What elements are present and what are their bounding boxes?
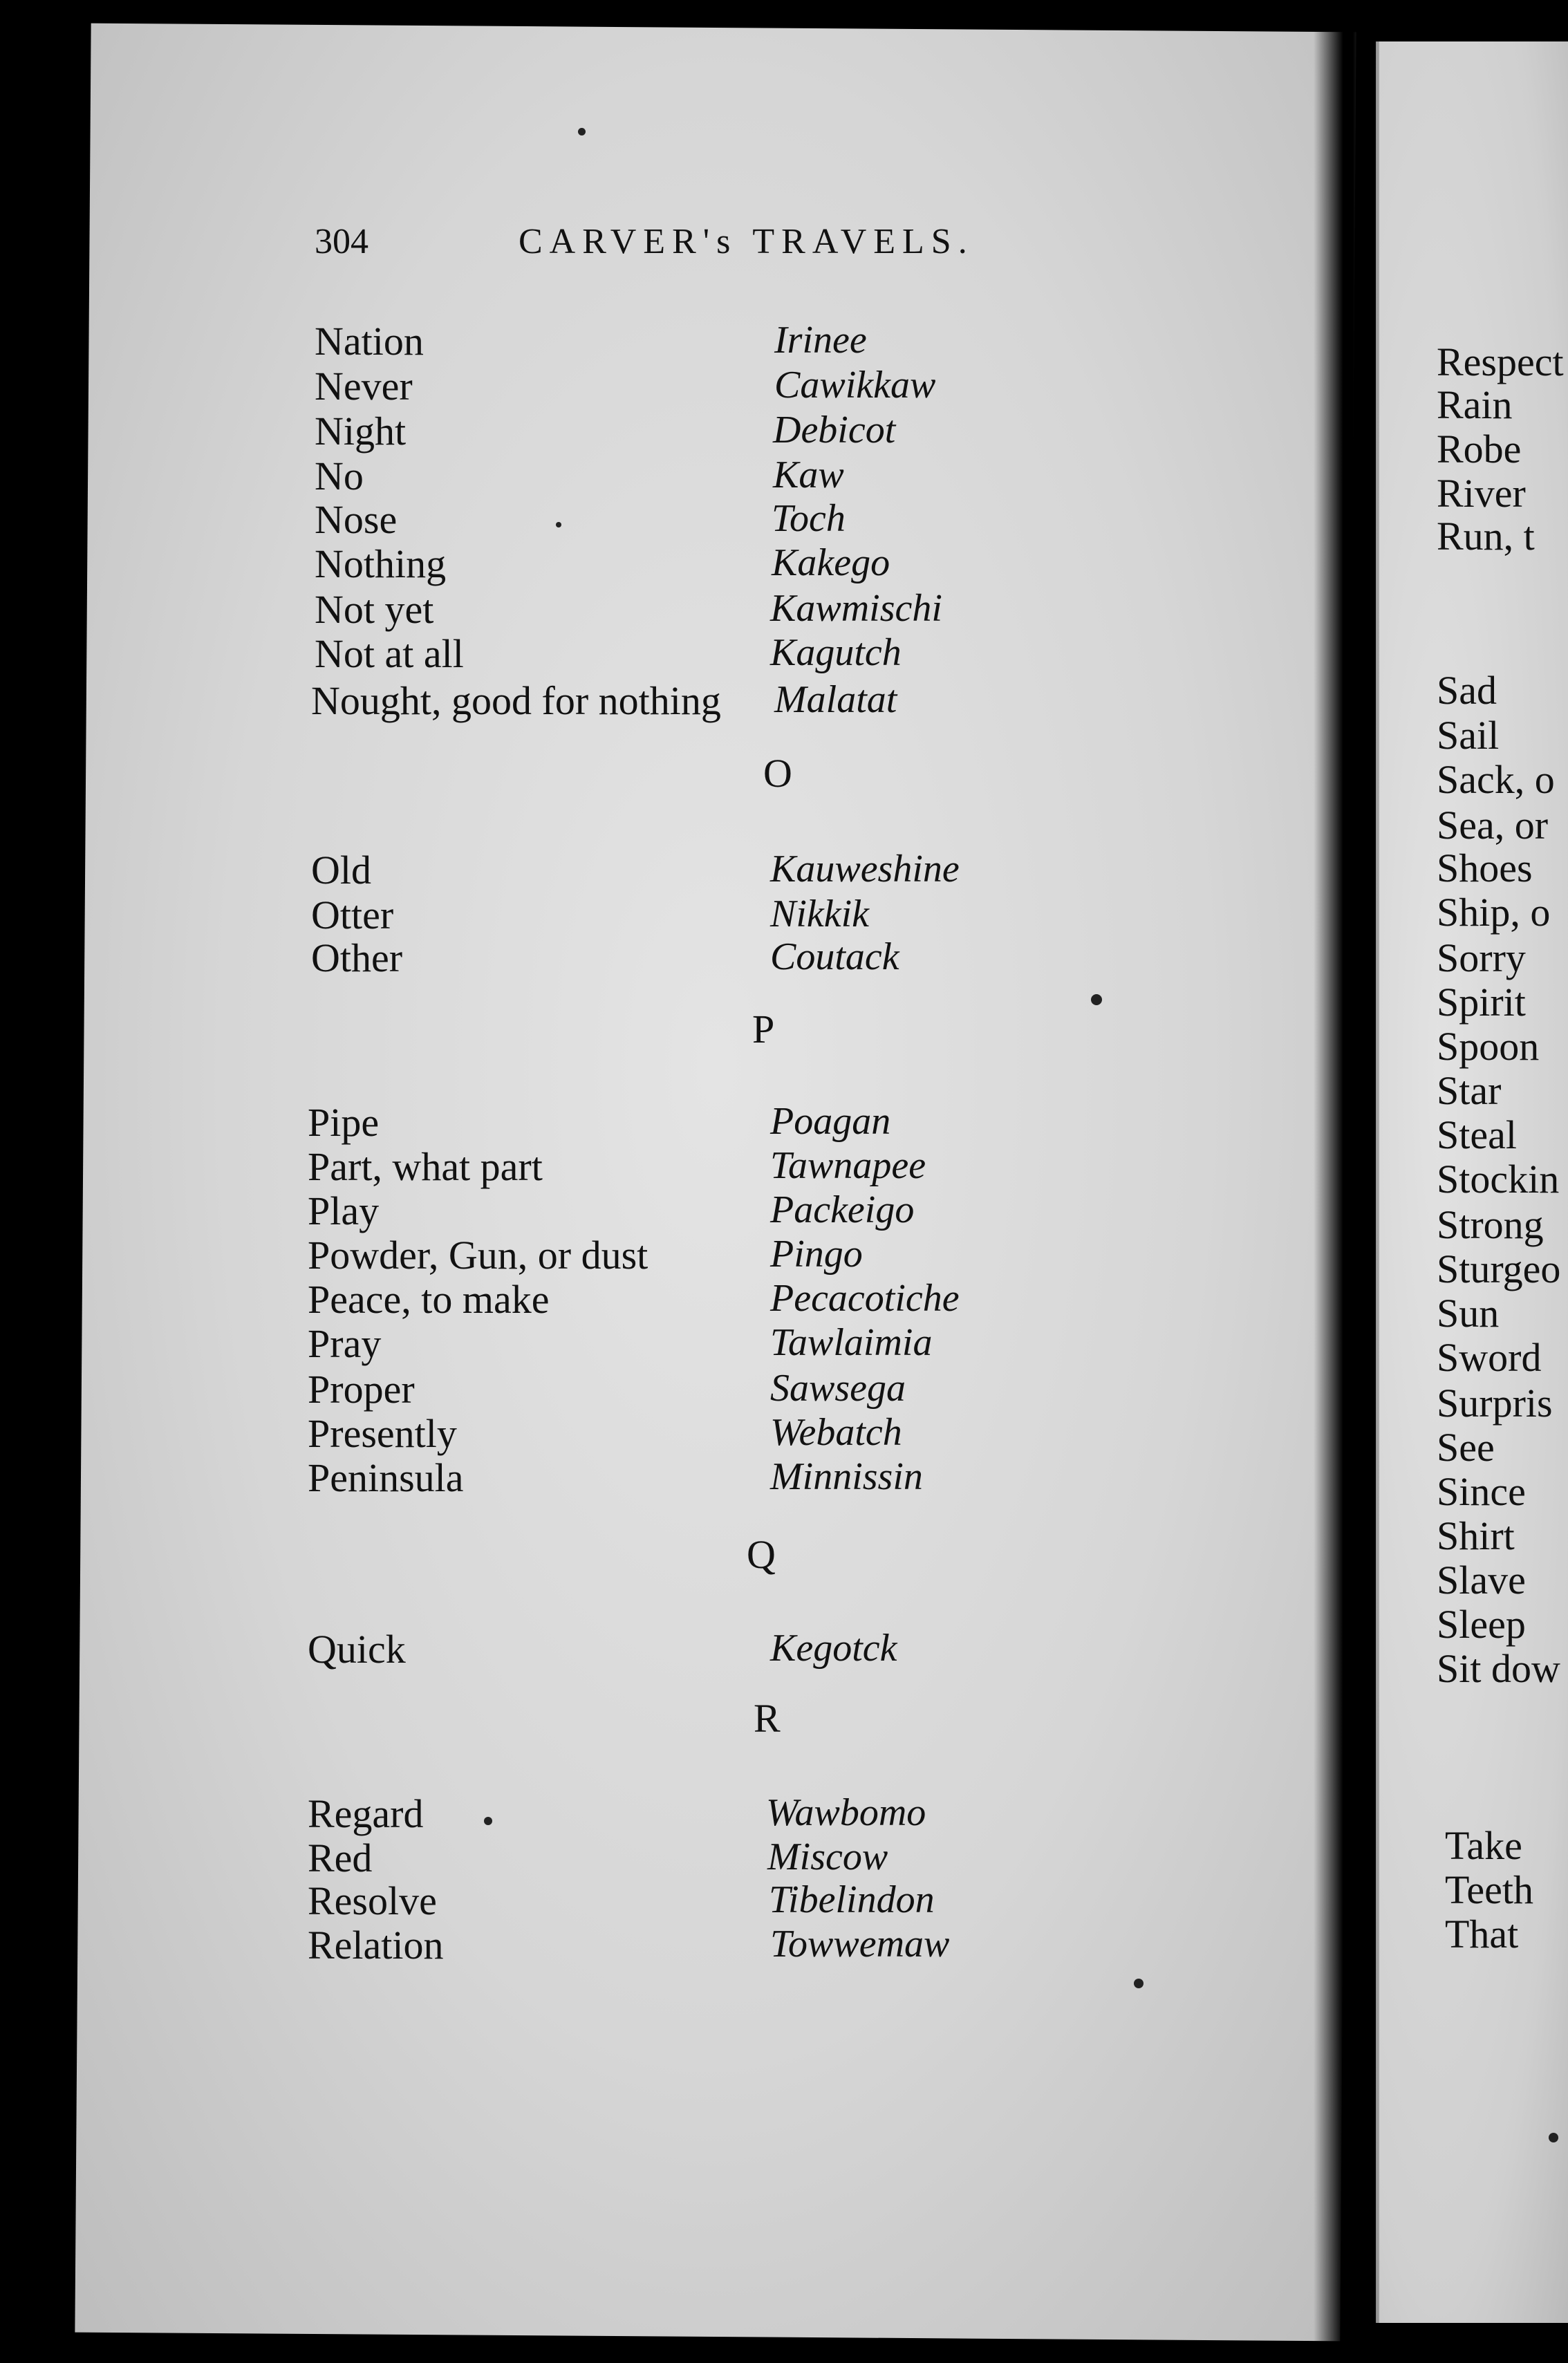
indian-word: Malatat <box>774 678 897 721</box>
english-word: Stockin <box>1437 1157 1560 1202</box>
english-word: Not yet <box>315 587 434 632</box>
english-word: Peninsula <box>308 1455 464 1500</box>
indian-word: Toch <box>772 497 846 540</box>
section-letter: R <box>754 1696 781 1741</box>
english-word: That <box>1445 1912 1519 1956</box>
english-word: Respect <box>1437 339 1564 384</box>
english-word: Sturgeo <box>1437 1246 1561 1291</box>
indian-word: Kegotck <box>770 1627 897 1670</box>
english-word: Sorry <box>1437 935 1526 980</box>
section-letter: P <box>752 1007 775 1052</box>
english-word: Since <box>1437 1469 1526 1514</box>
indian-word: Kawmischi <box>770 587 942 630</box>
english-word: Sit dow <box>1437 1646 1560 1691</box>
english-word: River <box>1437 471 1526 516</box>
page-number: 304 <box>315 222 368 261</box>
english-word: Sea, or <box>1437 803 1549 848</box>
indian-word: Sawsega <box>770 1367 906 1410</box>
indian-word: Packeigo <box>770 1188 915 1231</box>
indian-word: Coutack <box>770 935 899 978</box>
left-page <box>75 24 1356 2342</box>
indian-word: Pecacotiche <box>770 1277 960 1320</box>
running-title: CARVER's TRAVELS. <box>519 222 974 261</box>
indian-word: Webatch <box>770 1411 902 1454</box>
english-word: Not at all <box>315 631 464 676</box>
english-word: Sail <box>1437 713 1500 758</box>
english-word: Otter <box>311 893 394 937</box>
english-word: Relation <box>308 1923 444 1968</box>
english-word: Spoon <box>1437 1024 1540 1069</box>
english-word: Slave <box>1437 1558 1526 1603</box>
indian-word: Kagutch <box>770 631 902 674</box>
english-word: Nation <box>315 319 424 364</box>
english-word: Run, t <box>1437 514 1535 559</box>
english-word: Robe <box>1437 427 1522 471</box>
indian-word: Irinee <box>774 319 867 362</box>
english-word: Play <box>308 1188 380 1233</box>
english-word: Sleep <box>1437 1602 1526 1647</box>
indian-word: Wawbomo <box>766 1791 926 1834</box>
english-word: Teeth <box>1445 1867 1533 1912</box>
indian-word: Debicot <box>773 409 896 451</box>
speck <box>1091 994 1102 1005</box>
indian-word: Cawikkaw <box>774 364 936 407</box>
indian-word: Kakego <box>772 541 890 584</box>
english-word: Nought, good for nothing <box>311 678 721 723</box>
english-word: No <box>315 454 364 498</box>
english-word: Sack, o <box>1437 757 1555 802</box>
english-word: Pray <box>308 1321 382 1366</box>
indian-word: Poagan <box>770 1100 891 1143</box>
english-word: Proper <box>308 1367 415 1412</box>
english-word: Sad <box>1437 668 1497 713</box>
english-word: Sun <box>1437 1291 1500 1336</box>
english-word: Ship, o <box>1437 890 1551 935</box>
english-word: Night <box>315 409 407 454</box>
speck <box>484 1817 492 1825</box>
english-word: Red <box>308 1836 373 1880</box>
english-word: Powder, Gun, or dust <box>308 1233 648 1278</box>
speck <box>556 522 561 527</box>
english-word: See <box>1437 1425 1495 1470</box>
english-word: Peace, to make <box>308 1277 550 1322</box>
english-word: Take <box>1445 1823 1522 1868</box>
section-letter: O <box>763 751 792 796</box>
english-word: Star <box>1437 1068 1502 1113</box>
english-word: Sword <box>1437 1335 1542 1380</box>
indian-word: Tawnapee <box>770 1144 926 1187</box>
english-word: Rain <box>1437 382 1513 427</box>
english-word: Strong <box>1437 1202 1544 1247</box>
english-word: Resolve <box>308 1878 437 1923</box>
indian-word: Tibelindon <box>769 1878 935 1921</box>
english-word: Quick <box>308 1627 406 1672</box>
section-letter: Q <box>747 1532 776 1577</box>
english-word: Surpris <box>1437 1381 1553 1426</box>
indian-word: Pingo <box>770 1233 863 1276</box>
indian-word: Kaw <box>773 454 844 496</box>
book-gutter <box>1314 0 1379 2363</box>
indian-word: Minnissin <box>770 1455 923 1498</box>
english-word: Pipe <box>308 1100 380 1145</box>
indian-word: Tawlaimia <box>770 1321 933 1364</box>
english-word: Presently <box>308 1411 457 1456</box>
speck <box>578 128 586 136</box>
speck <box>1134 1979 1144 1988</box>
english-word: Other <box>311 935 403 980</box>
indian-word: Kauweshine <box>770 848 960 890</box>
indian-word: Miscow <box>767 1836 888 1878</box>
english-word: Old <box>311 848 371 893</box>
page-header <box>315 221 1075 277</box>
english-word: Steal <box>1437 1112 1517 1157</box>
english-word: Nothing <box>315 541 447 586</box>
english-word: Never <box>315 364 413 409</box>
english-word: Spirit <box>1437 980 1526 1025</box>
english-word: Shoes <box>1437 846 1533 890</box>
english-word: Regard <box>308 1791 424 1836</box>
speck <box>1549 2133 1558 2142</box>
english-word: Shirt <box>1437 1513 1515 1558</box>
english-word: Part, what part <box>308 1144 543 1189</box>
indian-word: Nikkik <box>770 893 870 935</box>
english-word: Nose <box>315 497 398 542</box>
indian-word: Towwemaw <box>770 1923 950 1965</box>
